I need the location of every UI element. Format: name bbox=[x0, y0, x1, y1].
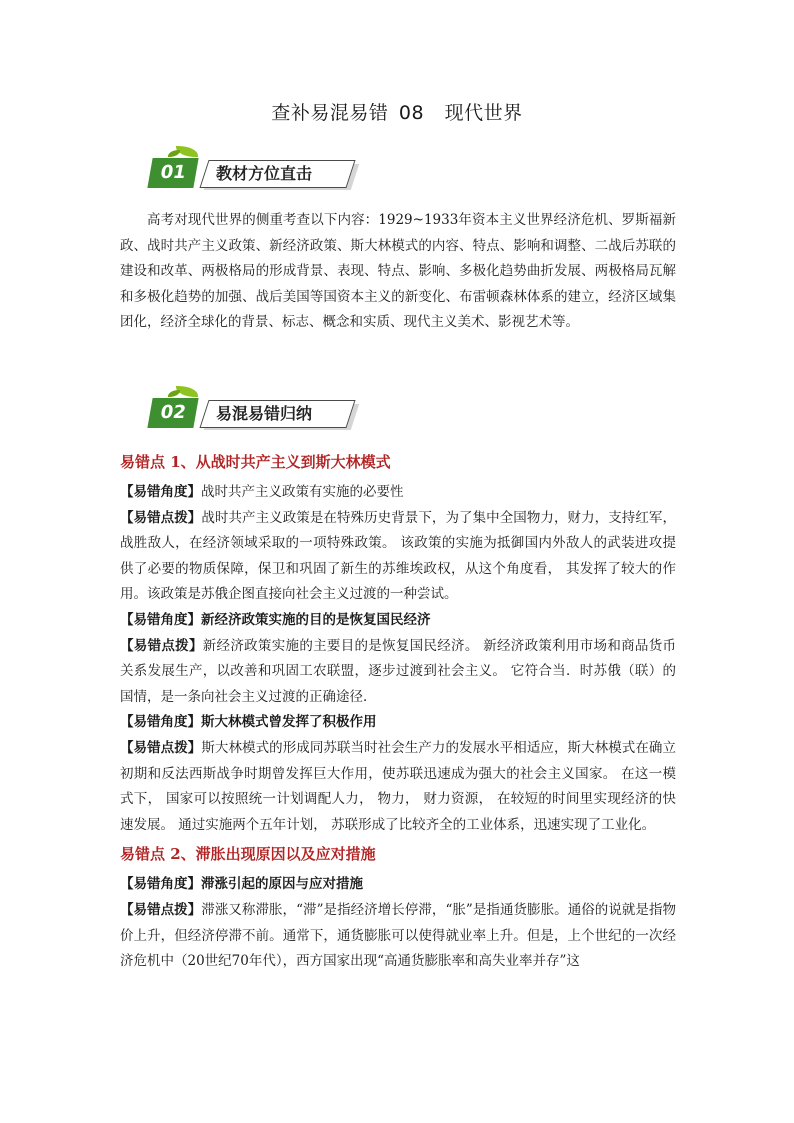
leaf-icon-small bbox=[168, 390, 180, 397]
item-text: 战时共产主义政策有实施的必要性 bbox=[201, 484, 404, 500]
point-item bbox=[120, 872, 676, 898]
page-title bbox=[0, 98, 794, 125]
section-number: 01 bbox=[147, 158, 198, 188]
point-title: 易错点 2、滞胀出现原因以及应对措施 bbox=[120, 845, 376, 864]
item-tag: 【易错角度】 bbox=[120, 611, 201, 628]
item-text: 新经济政策实施的目的是恢复国民经济 bbox=[201, 611, 431, 628]
section-header-02 bbox=[150, 386, 355, 432]
title-number: 08 bbox=[398, 102, 425, 124]
item-text: 战时共产主义政策是在特殊历史背景下，为了集中全国物力，财力，支持红军，战胜敌人，在经济领域采取的一项特殊政策。 该政策的实施为抵御国内外敌人的武装进攻提供了必要的物质保障，保卫和巩固了新生的苏维埃政权，从这个角度看， 其发挥了较大的作用。该政策是苏俄企图直接向社会主义过渡的一种尝试。 bbox=[120, 509, 676, 603]
section-label: 易混易错归纳 bbox=[216, 404, 313, 423]
item-tag: 【易错点拨】 bbox=[120, 637, 203, 654]
title-main: 查补易混易错 bbox=[271, 102, 389, 124]
item-tag: 【易错角度】 bbox=[120, 714, 201, 731]
item-tag: 【易错点拨】 bbox=[120, 509, 202, 526]
point-item bbox=[120, 480, 676, 506]
title-subtitle: 现代世界 bbox=[444, 102, 523, 124]
item-tag: 【易错点拨】 bbox=[120, 739, 202, 756]
error-points bbox=[120, 452, 676, 975]
point-item bbox=[120, 710, 676, 736]
item-text: 滞涨引起的原因与应对措施 bbox=[201, 876, 363, 893]
point-item bbox=[120, 736, 676, 838]
intro-paragraph: 高考对现代世界的侧重考查以下内容：1929~1933年资本主义世界经济危机、罗斯福新政、战时共产主义政策、新经济政策、斯大林模式的内容、特点、影响和调整、二战后苏联的建设和改革、两极格局的形成背景、表现、特点、影响、多极化趋势曲折发展、两极格局瓦解和多极化趋势的加强、战后美国等国资本主义的新变化、布雷顿森林体系的建立，经济区域集团化，经济全球化的背景、标志、概念和实质、现代主义美术、影视艺术等。 bbox=[120, 212, 676, 331]
item-text: 滞涨又称滞胀，“滞”是指经济增长停滞，“胀”是指通货膨胀。通俗的说就是指物价上升，但经济停滞不前。通常下，通货膨胀可以使得就业率上升。但是，上个世纪的一次经济危机中（20世纪70年代），西方国家出现“高通货膨胀率和高失业率并存”这 bbox=[120, 901, 677, 970]
section-header-01 bbox=[150, 146, 355, 192]
item-tag: 【易错角度】 bbox=[120, 876, 201, 893]
item-text: 斯大林模式曾发挥了积极作用 bbox=[201, 714, 377, 731]
point-item bbox=[120, 608, 676, 634]
point-item bbox=[120, 634, 676, 711]
item-tag: 【易错角度】 bbox=[120, 484, 201, 500]
point-title: 易错点 1、从战时共产主义到斯大林模式 bbox=[120, 453, 391, 471]
section-label: 教材方位直击 bbox=[216, 164, 313, 183]
point-item bbox=[120, 898, 676, 975]
section-number: 02 bbox=[147, 398, 198, 428]
item-text: 新经济政策实施的主要目的是恢复国民经济。 新经济政策利用市场和商品货币关系发展生产，以改善和巩固工农联盟，逐步过渡到社会主义。 它符合当．时苏俄（联）的国情，是一条向社会主义过渡的正确途径． bbox=[120, 637, 677, 705]
leaf-icon-small bbox=[168, 150, 180, 157]
item-text: 斯大林模式的形成同苏联当时社会生产力的发展水平相适应，斯大林模式在确立初期和反法西斯战争时期曾发挥巨大作用，使苏联迅速成为强大的社会主义国家。 在这一模式下， 国家可以按照统一计划调配人力， 物力， 财力资源， 在较短的时间里实现经济的快速发展。 通过实施两个五年计划， 苏联形成了比较齐全的工业体系，迅速实现了工业化。 bbox=[120, 739, 676, 833]
point-item bbox=[120, 506, 676, 608]
item-tag: 【易错点拨】 bbox=[120, 901, 202, 918]
